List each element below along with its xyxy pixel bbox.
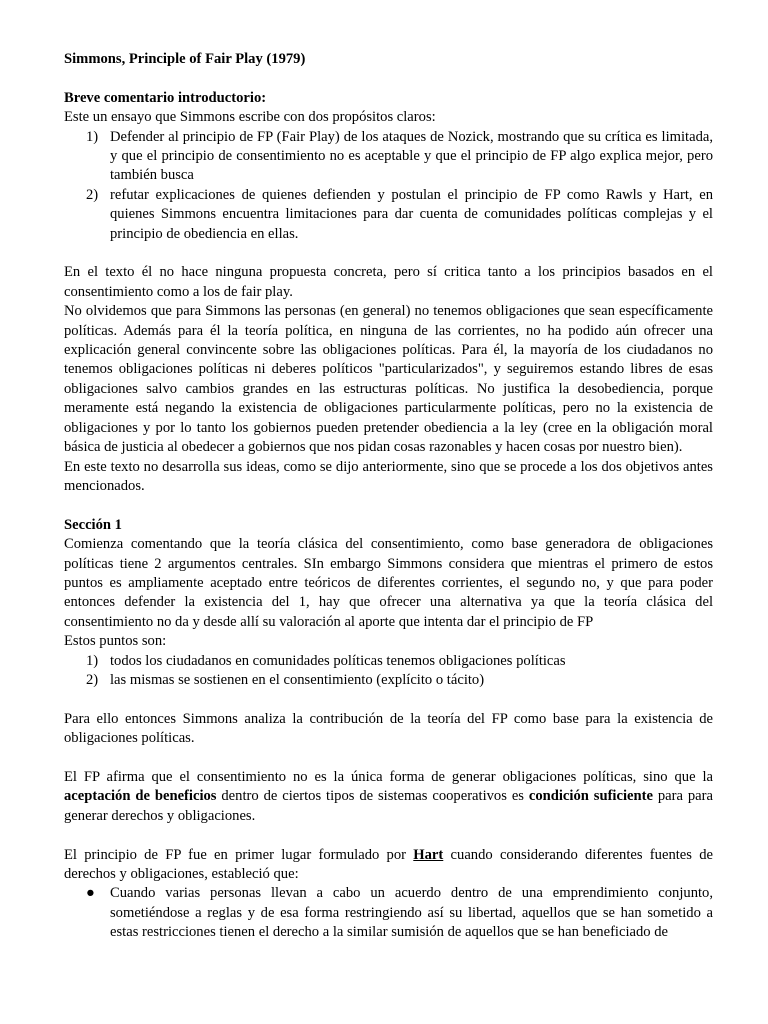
section-heading: Sección 1 xyxy=(64,516,122,533)
list-number: 1) xyxy=(86,652,99,669)
paragraph-fp: El FP afirma que el consentimiento no es la única forma de generar obligaciones políticas, sino que la aceptación de beneficios dentro de ciertos tipos de sistemas cooperativos es condición suficiente para para generar derechos y obligaciones. xyxy=(64,768,713,824)
spacer xyxy=(64,826,713,845)
list-item xyxy=(64,186,713,244)
paragraph-hart: El principio de FP fue en primer lugar formulado por Hart cuando considerando diferentes fuentes de derechos y obligaciones, estableció que: xyxy=(64,846,713,882)
paragraph-develop: En este texto no desarrolla sus ideas, como se dijo anteriormente, sino que se procede a los dos objetivos antes mencionados. xyxy=(64,458,713,494)
list-item xyxy=(64,884,713,942)
spacer xyxy=(64,690,713,709)
list-item xyxy=(64,652,713,671)
list-item-text: Cuando varias personas llevan a cabo un acuerdo dentro de una emprendimiento conjunto, sometiéndose a reglas y de esa forma restringiendo así su libertad, aquellos que se han sometido a estas restricciones tienen el derecho a la similar sumisión de aquellos que se han beneficiado de xyxy=(110,885,713,941)
bullet-icon: ● xyxy=(86,885,95,902)
bold-term: condición suficiente xyxy=(528,788,653,805)
spacer xyxy=(64,69,713,88)
purposes-list xyxy=(64,128,713,244)
spacer xyxy=(64,244,713,263)
intro-line: Este un ensayo que Simmons escribe con dos propósitos claros: xyxy=(64,109,436,126)
list-item xyxy=(64,671,713,690)
points-intro: Estos puntos son: xyxy=(64,633,167,650)
points-list xyxy=(64,652,713,691)
list-item-text: todos los ciudadanos en comunidades políticas tenemos obligaciones políticas xyxy=(110,652,566,669)
bullet-list xyxy=(64,884,713,942)
hart-name: Hart xyxy=(413,846,444,863)
section1-paragraph: Comienza comentando que la teoría clásica del consentimiento, como base generadora de obligaciones políticas tiene 2 argumentos centrales. SIn embargo Simmons considera que mientras el primero de estos puntos es ampliamente aceptado entre teóricos de diferentes corrientes, el segundo no, y que para poder entonces defender la existencia del 1, hay que ofrecer una alternativa ya que la teoría clásica del consentimiento no da y desde allí su valoración al aporte que intenta dar el principio de FP xyxy=(64,536,713,630)
list-item-text: las mismas se sostienen en el consentimiento (explícito o tácito) xyxy=(110,671,485,688)
document-page xyxy=(64,48,713,943)
spacer xyxy=(64,496,713,515)
bold-term: aceptación de beneficios xyxy=(64,788,217,805)
list-number: 1) xyxy=(86,128,99,145)
paragraph-obligations: No olvidemos que para Simmons las personas (en general) no tenemos obligaciones que sean específicamente políticas. Además para él la teoría política, en ninguna de las corrientes, no ha podido aún ofrecer una explicación general convincente sobre las obligaciones políticas. Para él, la mayoría de los ciudadanos no tenemos obligaciones políticas ni deberes políticos "particularizados", y seguiremos estando libres de esas obligaciones salvo cambios grandes en las estructuras políticas. No justifica la desobediencia, porque meramente está negando la existencia de obligaciones particularmente políticas, pero no la existencia de obligaciones y por lo tanto los gobiernos pueden pretender obediencia a la ley (cree en la obligación moral básica de justicia al obedecer a gobiernos que nos pidan cosas razonables y hacen cosas por nuestro bien). xyxy=(64,303,713,456)
list-item xyxy=(64,128,713,186)
intro-heading: Breve comentario introductorio: xyxy=(64,89,267,106)
document-title: Simmons, Principle of Fair Play (1979) xyxy=(64,51,306,67)
list-item-text: refutar explicaciones de quienes defienden y postulan el principio de FP como Rawls y Hart, en quienes Simmons encuentra limitaciones para dar cuenta de comunidades políticas complejas y el principio de obediencia en ellas. xyxy=(110,186,713,242)
paragraph-analysis: Para ello entonces Simmons analiza la contribución de la teoría del FP como base para la existencia de obligaciones políticas. xyxy=(64,710,713,747)
spacer xyxy=(64,749,713,768)
list-item-text: Defender al principio de FP (Fair Play) de los ataques de Nozick, mostrando que su crítica es limitada, y que el principio de consentimiento no es aceptable y que el principio de FP algo explica mejor, pero también busca xyxy=(110,128,713,184)
paragraph-critique: En el texto él no hace ninguna propuesta concreta, pero sí critica tanto a los principios basados en el consentimiento como a los de fair play. xyxy=(64,264,713,300)
list-number: 2) xyxy=(86,186,99,203)
list-number: 2) xyxy=(86,671,99,688)
